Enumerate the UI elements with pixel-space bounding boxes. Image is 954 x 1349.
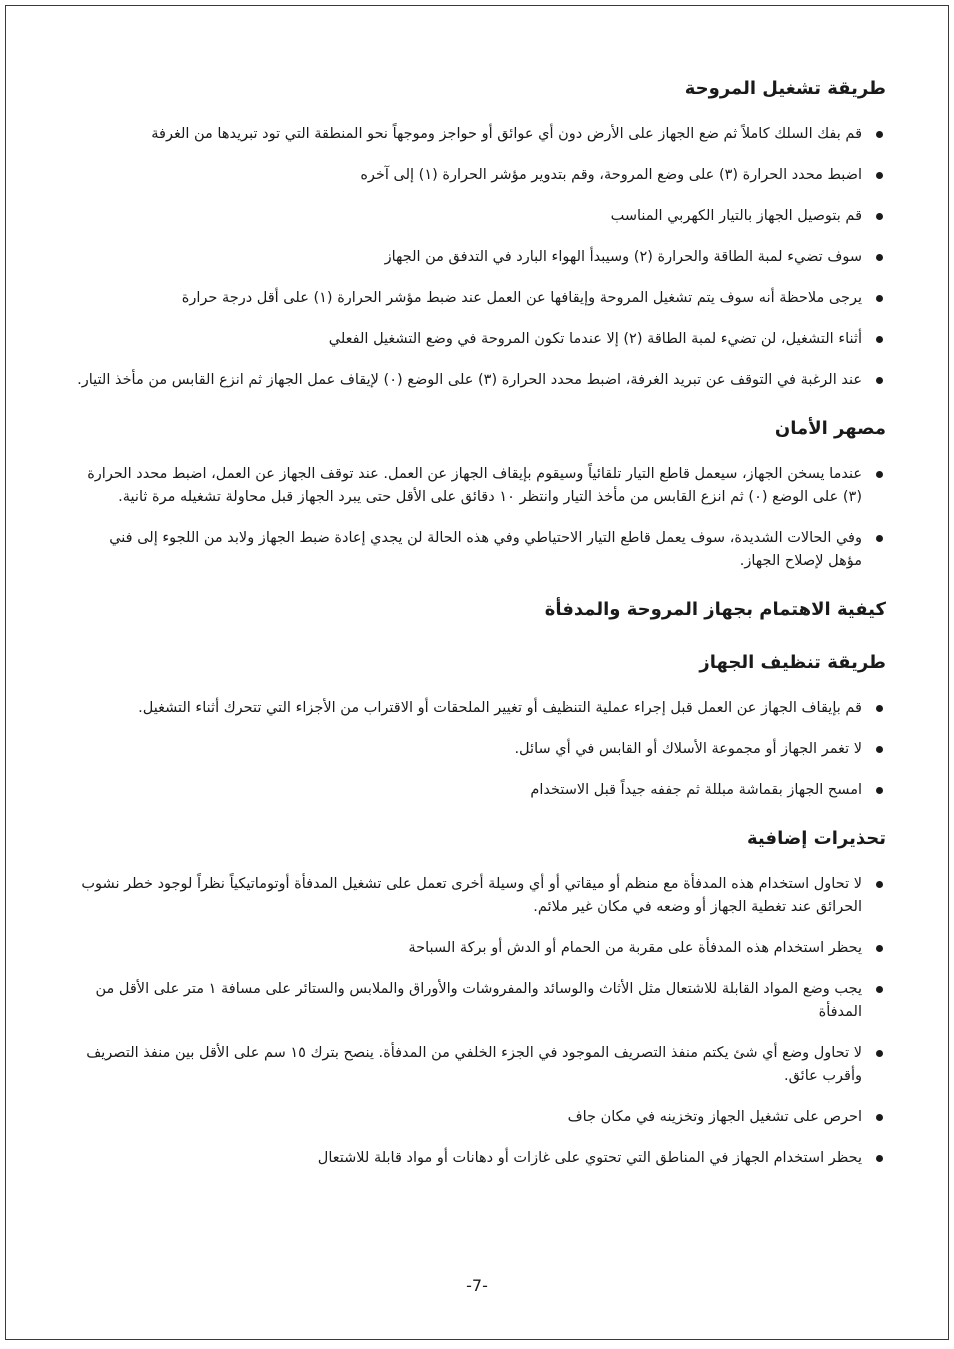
list-item: لا تحاول وضع أي شئ يكتم منفذ التصريف الموجود في الجزء الخلفي من المدفأة. ينصح بترك ١٥ سم على الأقل بين منفذ التصريف وأقرب عائق. [76, 1042, 886, 1088]
list-item: امسح الجهاز بقماشة مبللة ثم جففه جيداً قبل الاستخدام [76, 779, 886, 802]
heading-care: كيفية الاهتمام بجهاز المروحة والمدفأة [544, 599, 886, 620]
heading-safety-fuse: مصهر الأمان [774, 418, 886, 439]
list-item: يرجى ملاحظة أنه سوف يتم تشغيل المروحة وإيقافها عن العمل عند ضبط مؤشر الحرارة (١) على أقل درجة حرارة [76, 287, 886, 310]
list-item: سوف تضيء لمبة الطاقة والحرارة (٢) وسيبدأ الهواء البارد في التدفق من الجهاز [76, 246, 886, 269]
list-item: قم بإيقاف الجهاز عن العمل قبل إجراء عملية التنظيف أو تغيير الملحقات أو الاقتراب من الأجزاء التي تتحرك أثناء التشغيل. [76, 697, 886, 720]
list-item: لا تغمر الجهاز أو مجموعة الأسلاك أو القابس في أي سائل. [76, 738, 886, 761]
list-item: أثناء التشغيل، لن تضيء لمبة الطاقة (٢) إلا عندما تكون المروحة في وضع التشغيل الفعلي [76, 328, 886, 351]
list-item: عندما يسخن الجهاز، سيعمل قاطع التيار تلقائياً وسيقوم بإيقاف الجهاز عن العمل. عند توقف الجهاز عن العمل، اضبط محدد الحرارة (٣) على الوضع (٠) ثم انزع القابس من مأخذ التيار وانتظر ١٠ دقائق على الأقل حتى يبرد الجهاز قبل محاولة تشغيله مرة ثانية. [76, 463, 886, 509]
list-item: لا تحاول استخدام هذه المدفأة مع منظم أو ميقاتي أو أي وسيلة أخرى تعمل على تشغيل المدفأة أوتوماتيكياً نظراً لوجود خطر نشوب الحرائق عند تغطية الجهاز أو وضعه في مكان غير ملائم. [76, 873, 886, 919]
section-safety-fuse [76, 410, 886, 573]
list-operating-fan [76, 123, 886, 392]
list-item: يحظر استخدام هذه المدفأة على مقربة من الحمام أو الدش أو بركة السباحة [76, 937, 886, 960]
section-operating-fan [76, 70, 886, 392]
list-item: وفي الحالات الشديدة، سوف يعمل قاطع التيار الاحتياطي وفي هذه الحالة لن يجدي إعادة ضبط الجهاز ولابد من اللجوء إلى فني مؤهل لإصلاح الجهاز. [76, 527, 886, 573]
list-additional-warnings [76, 873, 886, 1170]
list-safety-fuse [76, 463, 886, 573]
heading-additional-warnings: تحذيرات إضافية [747, 828, 886, 849]
page-number: -7- [466, 1276, 488, 1295]
list-item: احرص على تشغيل الجهاز وتخزينه في مكان جاف [76, 1106, 886, 1129]
section-additional-warnings [76, 820, 886, 1170]
section-cleaning [76, 644, 886, 802]
list-item: يجب وضع المواد القابلة للاشتعال مثل الأثاث والوسائد والمفروشات والأوراق والملابس والستائر على مسافة ١ متر على الأقل من المدفأة [76, 978, 886, 1024]
heading-cleaning: طريقة تنظيف الجهاز [699, 652, 886, 673]
list-cleaning [76, 697, 886, 802]
list-item: قم بفك السلك كاملاً ثم ضع الجهاز على الأرض دون أي عوائق أو حواجز وموجهاً نحو المنطقة التي تود تبريدها من الغرفة [76, 123, 886, 146]
document-body [76, 70, 886, 1188]
list-item: عند الرغبة في التوقف عن تبريد الغرفة، اضبط محدد الحرارة (٣) على الوضع (٠) لإيقاف عمل الجهاز ثم انزع القابس من مأخذ التيار. [76, 369, 886, 392]
list-item: قم بتوصيل الجهاز بالتيار الكهربي المناسب [76, 205, 886, 228]
list-item: اضبط محدد الحرارة (٣) على وضع المروحة، وقم بتدوير مؤشر الحرارة (١) إلى آخره [76, 164, 886, 187]
list-item: يحظر استخدام الجهاز في المناطق التي تحتوي على غازات أو دهانات أو مواد قابلة للاشتعال [76, 1147, 886, 1170]
heading-operating-fan: طريقة تشغيل المروحة [684, 78, 886, 99]
section-care [76, 591, 886, 629]
